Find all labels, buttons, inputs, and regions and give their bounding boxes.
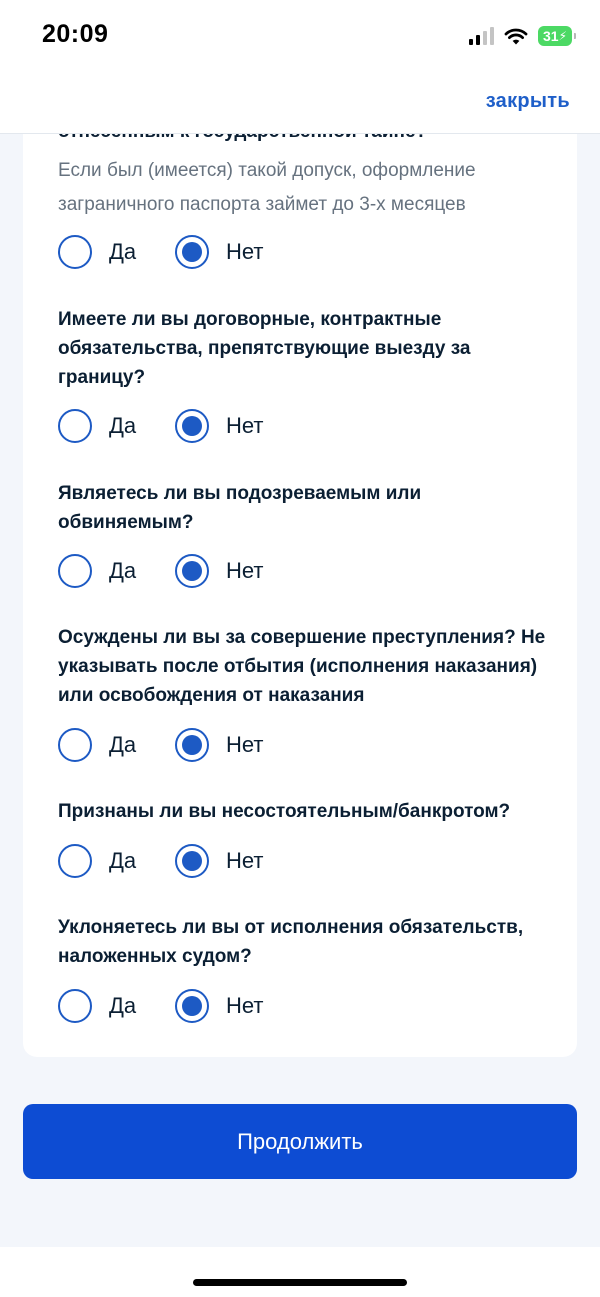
radio-unchecked-icon: [58, 235, 92, 269]
radio-group: [58, 843, 358, 879]
radio-checked-icon: [175, 409, 209, 443]
question-title: Осуждены ли вы за совершение преступления? Не указывать после отбытия (исполнения наказания) или освобождения от наказания: [58, 627, 546, 706]
radio-group: [58, 234, 358, 270]
top-header: [0, 74, 600, 134]
home-indicator[interactable]: [193, 1279, 407, 1286]
radio-option-no[interactable]: [175, 727, 263, 763]
radio-option-no[interactable]: [175, 843, 263, 879]
radio-option-yes[interactable]: [58, 727, 136, 763]
cellular-signal-icon: [469, 27, 494, 45]
radio-option-yes[interactable]: [58, 234, 136, 270]
question-title: Уклоняетесь ли вы от исполнения обязательств, наложенных судом?: [58, 917, 524, 967]
radio-label: Да: [109, 413, 137, 438]
radio-option-yes[interactable]: [58, 988, 136, 1024]
radio-label: Нет: [226, 732, 264, 757]
status-time: 20:09: [42, 20, 109, 48]
radio-unchecked-icon: [58, 409, 92, 443]
radio-label: Да: [109, 558, 137, 583]
radio-label: Нет: [226, 993, 264, 1018]
radio-checked-icon: [175, 989, 209, 1023]
battery-icon: [538, 26, 572, 46]
continue-button[interactable]: Продолжить: [23, 1104, 577, 1179]
radio-label: Да: [109, 848, 137, 873]
radio-option-yes[interactable]: [58, 843, 136, 879]
radio-label: Да: [109, 239, 137, 264]
radio-label: Нет: [226, 239, 264, 264]
radio-checked-icon: [175, 554, 209, 588]
charging-bolt-icon: ⚡: [558, 29, 567, 43]
radio-option-yes[interactable]: [58, 408, 136, 444]
radio-label: Да: [109, 732, 137, 757]
radio-option-yes[interactable]: [58, 553, 136, 589]
battery-level: 31: [542, 28, 559, 44]
radio-label: Нет: [226, 848, 264, 873]
radio-option-no[interactable]: [175, 988, 263, 1024]
radio-unchecked-icon: [58, 728, 92, 762]
questions-card: [23, 100, 577, 1057]
close-link[interactable]: закрыть: [485, 90, 570, 112]
radio-group: [58, 408, 358, 444]
radio-label: Нет: [226, 413, 264, 438]
radio-group: [58, 553, 358, 589]
radio-checked-icon: [175, 235, 209, 269]
radio-option-no[interactable]: [175, 234, 263, 270]
question-title: Являетесь ли вы подозреваемым или обвиняемым?: [58, 483, 422, 533]
radio-checked-icon: [175, 728, 209, 762]
status-icons: [469, 24, 572, 48]
wifi-icon: [504, 27, 528, 45]
question-hint: Если был (имеется) такой допуск, оформление заграничного паспорта займет до 3-х месяцев: [58, 160, 476, 215]
radio-group: [58, 727, 358, 763]
question-title: Признаны ли вы несостоятельным/банкротом?: [58, 801, 511, 822]
radio-checked-icon: [175, 844, 209, 878]
radio-unchecked-icon: [58, 554, 92, 588]
radio-option-no[interactable]: [175, 553, 263, 589]
radio-label: Нет: [226, 558, 264, 583]
question-title: Имеете ли вы договорные, контрактные обязательства, препятствующие выезду за границу?: [58, 309, 471, 388]
radio-group: [58, 988, 358, 1024]
radio-label: Да: [109, 993, 137, 1018]
home-area: [0, 1247, 600, 1297]
radio-unchecked-icon: [58, 844, 92, 878]
status-bar: [0, 0, 600, 74]
radio-option-no[interactable]: [175, 408, 263, 444]
radio-unchecked-icon: [58, 989, 92, 1023]
